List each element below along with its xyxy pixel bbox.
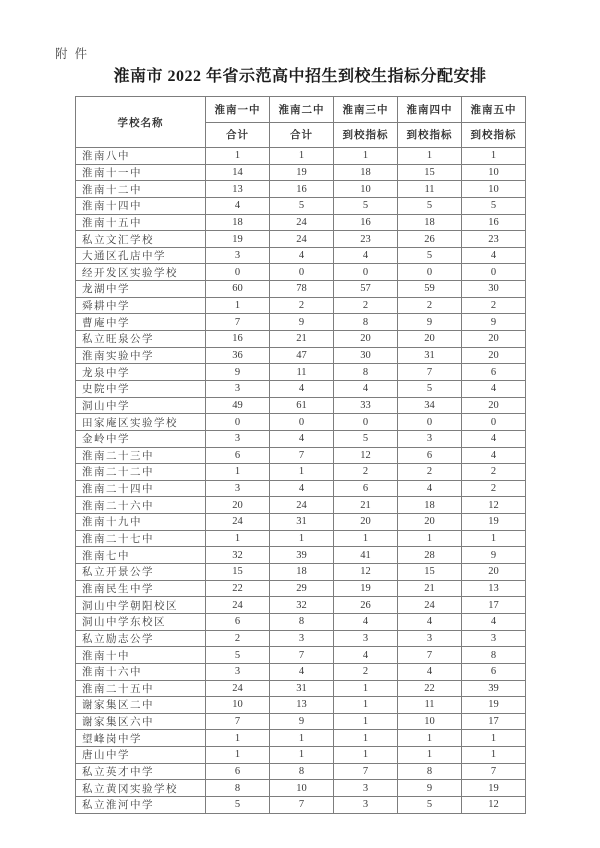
quota-value-cell: 7 — [398, 364, 462, 381]
quota-value-cell: 26 — [398, 231, 462, 248]
quota-value-cell: 30 — [462, 281, 526, 298]
table-row — [76, 331, 526, 348]
quota-value-cell: 9 — [206, 364, 270, 381]
quota-value-cell: 7 — [270, 647, 334, 664]
quota-value-cell: 36 — [206, 347, 270, 364]
quota-value-cell: 9 — [462, 314, 526, 331]
table-row — [76, 480, 526, 497]
quota-value-cell: 24 — [270, 214, 334, 231]
school-name-cell: 私立开景公学 — [76, 564, 206, 581]
quota-value-cell: 4 — [398, 480, 462, 497]
quota-value-cell: 22 — [398, 680, 462, 697]
quota-value-cell: 2 — [398, 297, 462, 314]
quota-value-cell: 0 — [398, 264, 462, 281]
quota-value-cell: 1 — [270, 730, 334, 747]
quota-value-cell: 24 — [398, 597, 462, 614]
quota-value-cell: 24 — [206, 597, 270, 614]
quota-value-cell: 21 — [398, 580, 462, 597]
column-header-school: 淮南二中 — [270, 97, 334, 123]
column-header-sub: 合计 — [206, 122, 270, 148]
quota-value-cell: 3 — [398, 630, 462, 647]
quota-value-cell: 1 — [334, 713, 398, 730]
quota-value-cell: 18 — [334, 164, 398, 181]
quota-value-cell: 23 — [462, 231, 526, 248]
quota-value-cell: 24 — [270, 231, 334, 248]
table-row — [76, 564, 526, 581]
school-name-cell: 谢家集区六中 — [76, 713, 206, 730]
school-name-cell: 淮南二十五中 — [76, 680, 206, 697]
quota-value-cell: 3 — [334, 780, 398, 797]
quota-value-cell: 4 — [270, 480, 334, 497]
quota-value-cell: 9 — [462, 547, 526, 564]
quota-value-cell: 2 — [334, 297, 398, 314]
school-name-cell: 淮南十中 — [76, 647, 206, 664]
table-row — [76, 231, 526, 248]
quota-value-cell: 21 — [334, 497, 398, 514]
quota-value-cell: 32 — [206, 547, 270, 564]
quota-value-cell: 12 — [334, 564, 398, 581]
quota-value-cell: 20 — [334, 514, 398, 531]
quota-value-cell: 22 — [206, 580, 270, 597]
table-row — [76, 447, 526, 464]
school-name-cell: 淮南二十二中 — [76, 464, 206, 481]
table-body — [76, 148, 526, 814]
quota-value-cell: 4 — [334, 380, 398, 397]
column-header-sub: 到校指标 — [462, 122, 526, 148]
table-row — [76, 364, 526, 381]
quota-value-cell: 6 — [206, 447, 270, 464]
school-name-cell: 谢家集区二中 — [76, 697, 206, 714]
column-header-school: 淮南四中 — [398, 97, 462, 123]
quota-value-cell: 6 — [462, 364, 526, 381]
school-name-cell: 私立旺泉公学 — [76, 331, 206, 348]
column-header-school: 淮南一中 — [206, 97, 270, 123]
quota-value-cell: 12 — [334, 447, 398, 464]
quota-value-cell: 5 — [206, 796, 270, 813]
quota-value-cell: 19 — [270, 164, 334, 181]
quota-value-cell: 8 — [334, 364, 398, 381]
quota-value-cell: 18 — [270, 564, 334, 581]
quota-value-cell: 10 — [206, 697, 270, 714]
school-name-cell: 淮南七中 — [76, 547, 206, 564]
quota-value-cell: 1 — [206, 730, 270, 747]
quota-value-cell: 18 — [398, 497, 462, 514]
school-name-cell: 金岭中学 — [76, 430, 206, 447]
school-name-cell: 私立淮河中学 — [76, 796, 206, 813]
quota-value-cell: 31 — [398, 347, 462, 364]
quota-value-cell: 1 — [206, 297, 270, 314]
quota-value-cell: 8 — [270, 763, 334, 780]
table-row — [76, 747, 526, 764]
quota-value-cell: 3 — [206, 663, 270, 680]
quota-value-cell: 4 — [398, 613, 462, 630]
quota-value-cell: 32 — [270, 597, 334, 614]
quota-value-cell: 0 — [270, 414, 334, 431]
school-name-cell: 淮南十四中 — [76, 197, 206, 214]
table-row — [76, 314, 526, 331]
quota-value-cell: 1 — [334, 730, 398, 747]
quota-value-cell: 0 — [462, 414, 526, 431]
quota-value-cell: 20 — [206, 497, 270, 514]
quota-value-cell: 18 — [398, 214, 462, 231]
quota-value-cell: 11 — [398, 697, 462, 714]
quota-value-cell: 3 — [334, 796, 398, 813]
quota-value-cell: 20 — [462, 564, 526, 581]
quota-value-cell: 9 — [270, 314, 334, 331]
quota-value-cell: 39 — [462, 680, 526, 697]
quota-value-cell: 31 — [270, 680, 334, 697]
quota-value-cell: 2 — [334, 663, 398, 680]
quota-value-cell: 16 — [334, 214, 398, 231]
quota-value-cell: 13 — [206, 181, 270, 198]
quota-value-cell: 4 — [206, 197, 270, 214]
quota-value-cell: 1 — [462, 747, 526, 764]
quota-value-cell: 4 — [462, 447, 526, 464]
quota-value-cell: 16 — [206, 331, 270, 348]
quota-value-cell: 0 — [398, 414, 462, 431]
quota-value-cell: 7 — [270, 796, 334, 813]
quota-value-cell: 10 — [270, 780, 334, 797]
quota-value-cell: 20 — [398, 514, 462, 531]
table-row — [76, 264, 526, 281]
quota-value-cell: 0 — [206, 264, 270, 281]
quota-value-cell: 3 — [462, 630, 526, 647]
quota-value-cell: 1 — [334, 530, 398, 547]
school-name-cell: 淮南民生中学 — [76, 580, 206, 597]
attachment-label: 附 件 — [55, 47, 90, 61]
table-row — [76, 281, 526, 298]
school-name-cell: 望峰岗中学 — [76, 730, 206, 747]
table-row — [76, 148, 526, 165]
school-name-cell: 大通区孔店中学 — [76, 247, 206, 264]
quota-value-cell: 1 — [206, 530, 270, 547]
quota-value-cell: 1 — [270, 148, 334, 165]
table-row — [76, 397, 526, 414]
school-name-cell: 经开发区实验学校 — [76, 264, 206, 281]
school-name-cell: 淮南十二中 — [76, 181, 206, 198]
table-row — [76, 514, 526, 531]
quota-value-cell: 10 — [334, 181, 398, 198]
quota-value-cell: 3 — [206, 247, 270, 264]
quota-value-cell: 5 — [398, 247, 462, 264]
quota-value-cell: 16 — [270, 181, 334, 198]
quota-value-cell: 13 — [462, 580, 526, 597]
quota-value-cell: 4 — [462, 430, 526, 447]
quota-value-cell: 2 — [206, 630, 270, 647]
quota-value-cell: 6 — [206, 613, 270, 630]
quota-value-cell: 3 — [398, 430, 462, 447]
school-name-cell: 淮南二十七中 — [76, 530, 206, 547]
school-name-cell: 淮南十六中 — [76, 663, 206, 680]
quota-value-cell: 20 — [398, 331, 462, 348]
table-row — [76, 380, 526, 397]
table-row — [76, 630, 526, 647]
quota-value-cell: 0 — [270, 264, 334, 281]
table-row — [76, 663, 526, 680]
quota-value-cell: 2 — [462, 480, 526, 497]
quota-value-cell: 11 — [398, 181, 462, 198]
quota-value-cell: 14 — [206, 164, 270, 181]
table-row — [76, 680, 526, 697]
school-name-cell: 淮南二十六中 — [76, 497, 206, 514]
table-row — [76, 214, 526, 231]
school-name-cell: 淮南实验中学 — [76, 347, 206, 364]
quota-value-cell: 3 — [270, 630, 334, 647]
quota-value-cell: 8 — [206, 780, 270, 797]
quota-value-cell: 4 — [270, 380, 334, 397]
quota-value-cell: 0 — [334, 414, 398, 431]
quota-value-cell: 8 — [462, 647, 526, 664]
quota-value-cell: 1 — [398, 530, 462, 547]
quota-value-cell: 19 — [206, 231, 270, 248]
school-name-cell: 洞山中学朝阳校区 — [76, 597, 206, 614]
quota-value-cell: 4 — [334, 613, 398, 630]
quota-value-cell: 29 — [270, 580, 334, 597]
school-name-cell: 曹庵中学 — [76, 314, 206, 331]
quota-value-cell: 7 — [270, 447, 334, 464]
quota-value-cell: 20 — [462, 397, 526, 414]
quota-value-cell: 6 — [462, 663, 526, 680]
table-row — [76, 647, 526, 664]
school-name-cell: 龙泉中学 — [76, 364, 206, 381]
page-title: 淮南市 2022 年省示范高中招生到校生指标分配安排 — [113, 68, 487, 85]
school-name-cell: 唐山中学 — [76, 747, 206, 764]
table-row — [76, 297, 526, 314]
quota-value-cell: 19 — [462, 780, 526, 797]
quota-value-cell: 4 — [334, 247, 398, 264]
quota-value-cell: 5 — [270, 197, 334, 214]
school-name-cell: 龙湖中学 — [76, 281, 206, 298]
quota-value-cell: 30 — [334, 347, 398, 364]
quota-value-cell: 10 — [398, 713, 462, 730]
quota-value-cell: 4 — [462, 613, 526, 630]
quota-value-cell: 24 — [270, 497, 334, 514]
quota-value-cell: 1 — [334, 680, 398, 697]
quota-value-cell: 5 — [206, 647, 270, 664]
quota-value-cell: 9 — [398, 314, 462, 331]
quota-value-cell: 1 — [334, 747, 398, 764]
table-row — [76, 796, 526, 813]
quota-value-cell: 2 — [398, 464, 462, 481]
quota-value-cell: 18 — [206, 214, 270, 231]
quota-value-cell: 33 — [334, 397, 398, 414]
quota-value-cell: 15 — [398, 164, 462, 181]
quota-value-cell: 1 — [398, 730, 462, 747]
school-name-cell: 淮南十五中 — [76, 214, 206, 231]
quota-value-cell: 1 — [270, 530, 334, 547]
quota-value-cell: 4 — [270, 247, 334, 264]
quota-value-cell: 1 — [206, 747, 270, 764]
quota-value-cell: 1 — [334, 148, 398, 165]
school-name-cell: 田家庵区实验学校 — [76, 414, 206, 431]
school-name-cell: 淮南二十三中 — [76, 447, 206, 464]
table-row — [76, 497, 526, 514]
allocation-table — [75, 96, 526, 814]
quota-value-cell: 5 — [334, 197, 398, 214]
quota-value-cell: 15 — [206, 564, 270, 581]
quota-value-cell: 2 — [462, 297, 526, 314]
quota-value-cell: 41 — [334, 547, 398, 564]
quota-value-cell: 20 — [334, 331, 398, 348]
quota-value-cell: 1 — [334, 697, 398, 714]
school-name-cell: 私立黄冈实验学校 — [76, 780, 206, 797]
table-row — [76, 547, 526, 564]
table-row — [76, 697, 526, 714]
table-row — [76, 181, 526, 198]
quota-value-cell: 1 — [398, 747, 462, 764]
quota-value-cell: 2 — [334, 464, 398, 481]
school-name-cell: 洞山中学东校区 — [76, 613, 206, 630]
quota-value-cell: 4 — [334, 647, 398, 664]
school-name-column-header: 学校名称 — [76, 97, 206, 148]
quota-value-cell: 19 — [334, 580, 398, 597]
quota-value-cell: 5 — [398, 796, 462, 813]
quota-value-cell: 20 — [462, 347, 526, 364]
quota-value-cell: 1 — [270, 464, 334, 481]
quota-value-cell: 3 — [334, 630, 398, 647]
school-name-cell: 洞山中学 — [76, 397, 206, 414]
quota-value-cell: 5 — [398, 380, 462, 397]
school-name-cell: 史院中学 — [76, 380, 206, 397]
column-header-sub: 合计 — [270, 122, 334, 148]
quota-value-cell: 31 — [270, 514, 334, 531]
quota-value-cell: 7 — [398, 647, 462, 664]
quota-value-cell: 1 — [270, 747, 334, 764]
quota-value-cell: 4 — [270, 430, 334, 447]
school-name-cell: 私立励志公学 — [76, 630, 206, 647]
school-name-cell: 淮南八中 — [76, 148, 206, 165]
quota-value-cell: 7 — [462, 763, 526, 780]
quota-value-cell: 5 — [398, 197, 462, 214]
quota-value-cell: 8 — [270, 613, 334, 630]
table-row — [76, 247, 526, 264]
table-row — [76, 464, 526, 481]
quota-value-cell: 3 — [206, 430, 270, 447]
table-row — [76, 430, 526, 447]
quota-value-cell: 1 — [462, 530, 526, 547]
table-row — [76, 780, 526, 797]
quota-value-cell: 3 — [206, 480, 270, 497]
quota-value-cell: 59 — [398, 281, 462, 298]
quota-value-cell: 6 — [206, 763, 270, 780]
quota-value-cell: 34 — [398, 397, 462, 414]
table-row — [76, 414, 526, 431]
quota-value-cell: 10 — [462, 164, 526, 181]
header-row-schools — [76, 97, 526, 123]
table-header — [76, 97, 526, 148]
school-name-cell: 淮南二十四中 — [76, 480, 206, 497]
quota-value-cell: 7 — [206, 314, 270, 331]
table-row — [76, 197, 526, 214]
school-name-cell: 私立英才中学 — [76, 763, 206, 780]
quota-value-cell: 39 — [270, 547, 334, 564]
quota-value-cell: 8 — [334, 314, 398, 331]
quota-value-cell: 21 — [270, 331, 334, 348]
quota-value-cell: 2 — [270, 297, 334, 314]
quota-value-cell: 28 — [398, 547, 462, 564]
quota-value-cell: 2 — [462, 464, 526, 481]
quota-value-cell: 1 — [462, 730, 526, 747]
quota-value-cell: 24 — [206, 680, 270, 697]
quota-value-cell: 12 — [462, 796, 526, 813]
quota-value-cell: 6 — [334, 480, 398, 497]
quota-value-cell: 49 — [206, 397, 270, 414]
quota-value-cell: 0 — [334, 264, 398, 281]
quota-value-cell: 1 — [462, 148, 526, 165]
quota-value-cell: 15 — [398, 564, 462, 581]
quota-value-cell: 57 — [334, 281, 398, 298]
quota-value-cell: 12 — [462, 497, 526, 514]
quota-value-cell: 17 — [462, 713, 526, 730]
table-row — [76, 347, 526, 364]
table-row — [76, 730, 526, 747]
quota-value-cell: 19 — [462, 514, 526, 531]
table-row — [76, 530, 526, 547]
quota-value-cell: 16 — [462, 214, 526, 231]
table-row — [76, 580, 526, 597]
quota-value-cell: 17 — [462, 597, 526, 614]
quota-value-cell: 78 — [270, 281, 334, 298]
table-row — [76, 164, 526, 181]
quota-value-cell: 0 — [206, 414, 270, 431]
quota-value-cell: 5 — [334, 430, 398, 447]
column-header-school: 淮南三中 — [334, 97, 398, 123]
school-name-cell: 舜耕中学 — [76, 297, 206, 314]
column-header-school: 淮南五中 — [462, 97, 526, 123]
quota-value-cell: 8 — [398, 763, 462, 780]
quota-value-cell: 23 — [334, 231, 398, 248]
table-row — [76, 713, 526, 730]
table-row — [76, 597, 526, 614]
quota-value-cell: 19 — [462, 697, 526, 714]
quota-value-cell: 20 — [462, 331, 526, 348]
quota-value-cell: 9 — [398, 780, 462, 797]
quota-value-cell: 26 — [334, 597, 398, 614]
column-header-sub: 到校指标 — [398, 122, 462, 148]
quota-value-cell: 47 — [270, 347, 334, 364]
quota-value-cell: 10 — [462, 181, 526, 198]
quota-value-cell: 4 — [398, 663, 462, 680]
quota-value-cell: 6 — [398, 447, 462, 464]
quota-value-cell: 3 — [206, 380, 270, 397]
quota-value-cell: 7 — [206, 713, 270, 730]
quota-value-cell: 4 — [462, 247, 526, 264]
school-name-cell: 私立文汇学校 — [76, 231, 206, 248]
quota-value-cell: 1 — [398, 148, 462, 165]
quota-value-cell: 60 — [206, 281, 270, 298]
column-header-sub: 到校指标 — [334, 122, 398, 148]
quota-value-cell: 7 — [334, 763, 398, 780]
quota-value-cell: 11 — [270, 364, 334, 381]
quota-value-cell: 4 — [270, 663, 334, 680]
quota-value-cell: 13 — [270, 697, 334, 714]
quota-value-cell: 24 — [206, 514, 270, 531]
table-row — [76, 763, 526, 780]
quota-value-cell: 4 — [462, 380, 526, 397]
school-name-cell: 淮南十九中 — [76, 514, 206, 531]
table-row — [76, 613, 526, 630]
quota-value-cell: 9 — [270, 713, 334, 730]
quota-value-cell: 61 — [270, 397, 334, 414]
quota-value-cell: 5 — [462, 197, 526, 214]
quota-value-cell: 1 — [206, 148, 270, 165]
quota-value-cell: 1 — [206, 464, 270, 481]
school-name-cell: 淮南十一中 — [76, 164, 206, 181]
quota-value-cell: 0 — [462, 264, 526, 281]
